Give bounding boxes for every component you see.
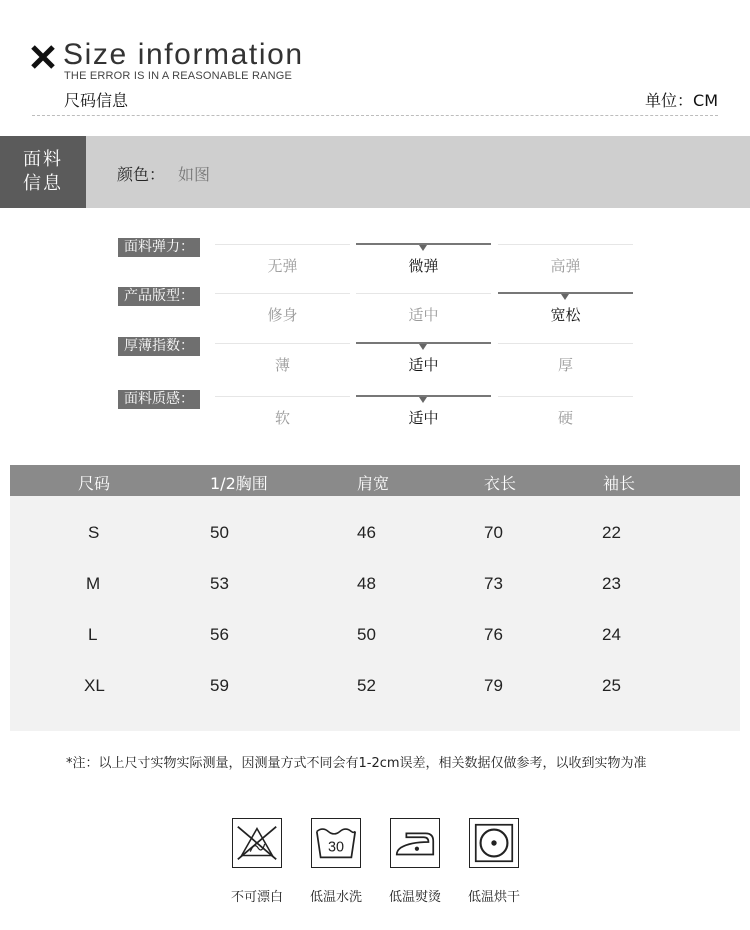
care-label: 不可漂白 xyxy=(230,890,283,905)
care-label: 低温烘干 xyxy=(467,890,520,905)
attribute-option: 适中 xyxy=(356,293,491,333)
no-bleach-icon xyxy=(232,818,282,868)
table-header-cell: 1/2胸围 xyxy=(210,474,268,493)
wash-temperature: 30 xyxy=(327,839,345,856)
table-header-cell: 尺码 xyxy=(78,474,111,493)
attribute-option: 高弹 xyxy=(498,244,633,284)
table-cell: 50 xyxy=(210,523,229,542)
table-cell: 24 xyxy=(602,625,621,644)
table-header-cell: 袖长 xyxy=(603,474,636,493)
attribute-option: 无弹 xyxy=(215,244,350,284)
attribute-option: 软 xyxy=(215,396,350,436)
fabric-section-label: 面料 信息 xyxy=(0,136,86,208)
table-cell: 50 xyxy=(357,625,376,644)
table-cell: L xyxy=(88,625,98,644)
table-cell: 22 xyxy=(602,523,621,542)
color-value: 如图 xyxy=(178,165,211,184)
attribute-option: 修身 xyxy=(215,293,350,333)
attribute-label: 面料弹力： xyxy=(118,238,200,257)
attribute-option-selected: 宽松 xyxy=(498,293,633,333)
fabric-info-band xyxy=(0,136,750,208)
header-divider xyxy=(32,115,718,116)
attribute-label: 产品版型： xyxy=(118,287,200,306)
attribute-label: 厚薄指数： xyxy=(118,337,200,356)
table-cell: 52 xyxy=(357,676,376,695)
table-cell: 53 xyxy=(210,574,229,593)
attribute-option: 薄 xyxy=(215,343,350,383)
iron-low-icon xyxy=(390,818,440,868)
table-cell: 56 xyxy=(210,625,229,644)
attribute-option-selected: 适中 xyxy=(356,343,491,383)
close-x-icon xyxy=(30,44,56,70)
page-title: Size information xyxy=(63,38,304,71)
care-label: 低温熨烫 xyxy=(388,890,441,905)
table-cell: S xyxy=(88,523,100,542)
care-label: 低温水洗 xyxy=(309,890,362,905)
table-cell: 23 xyxy=(602,574,621,593)
table-cell: 46 xyxy=(357,523,376,542)
table-cell: 70 xyxy=(484,523,503,542)
table-cell: 76 xyxy=(484,625,503,644)
attribute-option: 厚 xyxy=(498,343,633,383)
attribute-option-selected: 适中 xyxy=(356,396,491,436)
table-cell: 25 xyxy=(602,676,621,695)
color-label: 颜色： xyxy=(117,165,166,184)
table-cell: 79 xyxy=(484,676,503,695)
unit-label: 单位：CM xyxy=(645,91,718,110)
tumble-dry-low-icon xyxy=(469,818,519,868)
table-cell: 59 xyxy=(210,676,229,695)
table-header-cell: 肩宽 xyxy=(357,474,390,493)
table-cell: 73 xyxy=(484,574,503,593)
attribute-option: 硬 xyxy=(498,396,633,436)
page-subtitle: THE ERROR IS IN A REASONABLE RANGE xyxy=(64,70,293,82)
table-cell: XL xyxy=(84,676,105,695)
table-header xyxy=(10,465,740,496)
table-cell: 48 xyxy=(357,574,376,593)
size-info-heading: 尺码信息 xyxy=(64,91,129,110)
attribute-option-selected: 微弹 xyxy=(356,244,491,284)
attribute-label: 面料质感： xyxy=(118,390,200,409)
wash-30-icon xyxy=(311,818,361,868)
table-cell: M xyxy=(86,574,101,593)
table-header-cell: 衣长 xyxy=(484,474,517,493)
size-table xyxy=(10,465,740,731)
measurement-note: *注：以上尺寸实物实际测量，因测量方式不同会有1-2cm误差，相关数据仅做参考，以收到实物为准 xyxy=(66,756,647,771)
